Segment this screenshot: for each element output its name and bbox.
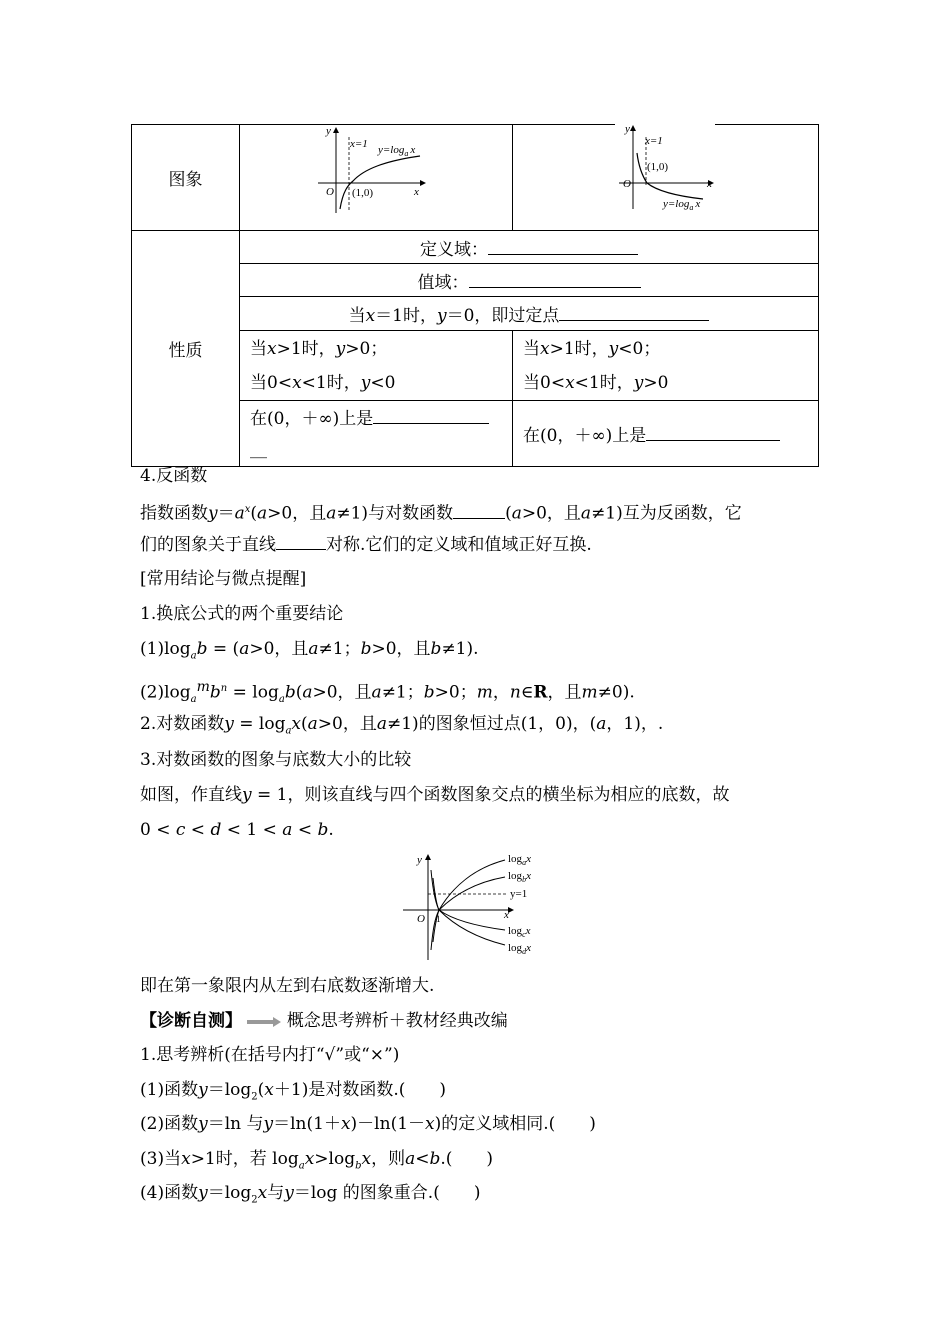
- domain-cell: [240, 231, 819, 264]
- one-label: 1: [436, 914, 441, 924]
- question-4[interactable]: (4)函数$y=\log_2x$与y＝log 的图象重合.( ): [140, 1183, 481, 1206]
- conclusion-3-after: 即在第一象限内从左到右底数逐渐增大.: [140, 976, 435, 996]
- monotonic-left-cell: [240, 401, 513, 467]
- props-row-label: 性质: [168, 341, 203, 361]
- fixed-point-text-1: 当: [348, 306, 366, 326]
- monotonic-left-tail: __: [250, 438, 267, 459]
- x-axis-label: x: [414, 186, 419, 198]
- monotonic-right-text: 在(0，＋∞)上是: [523, 426, 647, 446]
- origin-label: O: [623, 178, 631, 190]
- conclusions-title: [常用结论与微点提醒]: [140, 569, 307, 589]
- curve-label: $y=\log_a$ x: [663, 198, 701, 212]
- diagnosis-subtitle: 概念思考辨析＋教材经典改编: [286, 1011, 508, 1031]
- point-label: (1,0): [352, 187, 374, 199]
- section4-title: 4.反函数: [140, 466, 208, 486]
- monotonic-left-text: 在(0，＋∞)上是: [250, 408, 374, 429]
- conclusion-3-line2: 0 < c < d < 1 < a < b.: [140, 820, 334, 840]
- question-title: 1.思考辨析(在括号内打“√”或“×”): [140, 1045, 400, 1065]
- question-3[interactable]: (3)当x>1时，若 $\log_ax>\log_bx$，则a<b.( ): [140, 1149, 494, 1172]
- graph-row-label: 图象: [168, 170, 203, 190]
- inverse-function-blank[interactable]: [453, 502, 505, 519]
- x-axis-arrow: [508, 907, 514, 913]
- monotonic-right-cell: [513, 401, 819, 467]
- log-graph-a-gt-1: [240, 125, 512, 225]
- sign-left-line2: 当0<x<1时，y<0: [250, 372, 396, 393]
- y-axis-label: y: [417, 854, 422, 866]
- sign-right-cell: [513, 331, 819, 401]
- x1-label: x=1: [645, 135, 663, 147]
- label-log-a: $\log_ax$: [508, 853, 531, 867]
- fixed-point-blank[interactable]: [559, 304, 709, 321]
- point-label: (1,0): [647, 161, 669, 173]
- sign-right-line1: 当x>1时，y<0；: [523, 338, 661, 359]
- conclusion-1-title: 1.换底公式的两个重要结论: [140, 604, 344, 624]
- range-blank[interactable]: [469, 271, 641, 288]
- sign-left-line1: 当x>1时，y>0；: [250, 338, 388, 359]
- origin-label: O: [417, 913, 425, 925]
- fixed-point-text-2: ＝1时，: [375, 306, 437, 326]
- monotonic-right-blank[interactable]: [646, 424, 780, 441]
- arrow-icon: [247, 1017, 281, 1027]
- log-bases-comparison-figure: [395, 850, 555, 965]
- x-axis-label: x: [504, 909, 509, 921]
- label-log-c: $\log_cx$: [508, 925, 531, 939]
- symmetry-line-blank[interactable]: [276, 533, 326, 550]
- curve-log-a: [431, 860, 505, 950]
- y-axis-arrow: [425, 854, 431, 860]
- y-axis-arrow: [333, 127, 339, 133]
- conclusion-3-line1: 如图，作直线y = 1，则该直线与四个函数图象交点的横坐标为相应的底数，故: [140, 785, 730, 805]
- conclusion-3-title: 3.对数函数的图象与底数大小的比较: [140, 750, 412, 770]
- graph-row-label-cell: [132, 125, 240, 231]
- question-1[interactable]: (1)函数$y=\log_2(x+1)$是对数函数.( ): [140, 1080, 446, 1103]
- log-graph-a-lt-1: [513, 125, 818, 225]
- y-axis-arrow: [630, 125, 636, 131]
- section4-line2: 们的图象关于直线 对称.它们的定义域和值域正好互换.: [140, 535, 592, 555]
- conclusion-2: 2.对数函数$y = \log_ax(a>0$，且a≠1)的图象恒过点(1，0)，(a，1)，.: [140, 714, 664, 737]
- origin-label: O: [326, 186, 334, 198]
- label-log-d: $\log_dx$: [508, 942, 531, 956]
- label-y-equals-1: y=1: [510, 888, 528, 900]
- props-row-label-cell: [132, 231, 240, 467]
- sign-right-line2: 当0<x<1时，y>0: [523, 372, 669, 393]
- log-properties-table: [131, 124, 819, 467]
- y-axis-label: y: [326, 125, 331, 137]
- sign-left-cell: [240, 331, 513, 401]
- graph-right-cell: [513, 125, 819, 231]
- curve-label: $y=\log_a$ x: [378, 144, 416, 158]
- conclusion-1-1: $(1)\log_ab = (a>0$，且a≠1；b>0，且b≠1).: [140, 639, 479, 662]
- x1-label: x=1: [350, 138, 368, 150]
- x-axis-arrow: [420, 180, 426, 186]
- question-2[interactable]: (2)函数y＝ln 与y＝ln(1＋x)－ln(1－x)的定义域相同.( ): [140, 1114, 596, 1134]
- fixed-point-cell: [240, 297, 819, 331]
- section4-line1: 指数函数$y=a^x(a>0$，且a≠1)与对数函数 (a>0，且a≠1)互为反函数，它: [140, 503, 742, 524]
- y-axis-label: y: [625, 125, 630, 135]
- var-y: y: [436, 306, 447, 326]
- log-curve-decreasing: [637, 153, 703, 199]
- range-label: 值域：: [417, 272, 469, 293]
- conclusion-1-2: $(2)\log_a^mb^n = \log_ab(a>0$，且a≠1；b>0；m，n∈R，且m≠0).: [140, 679, 635, 706]
- graph-left-cell: [240, 125, 513, 231]
- var-x: x: [365, 306, 376, 326]
- fixed-point-text-3: ＝0，即过定点: [446, 306, 560, 326]
- label-log-b: $\log_bx$: [508, 870, 531, 884]
- domain-blank[interactable]: [488, 238, 638, 255]
- diagnosis-tag: 【诊断自测】: [140, 1011, 242, 1031]
- diagnosis-header: [140, 1009, 508, 1033]
- range-cell: [240, 264, 819, 297]
- x-axis-label: x: [707, 178, 712, 190]
- monotonic-left-blank[interactable]: [373, 407, 489, 424]
- domain-label: 定义域：: [420, 239, 488, 260]
